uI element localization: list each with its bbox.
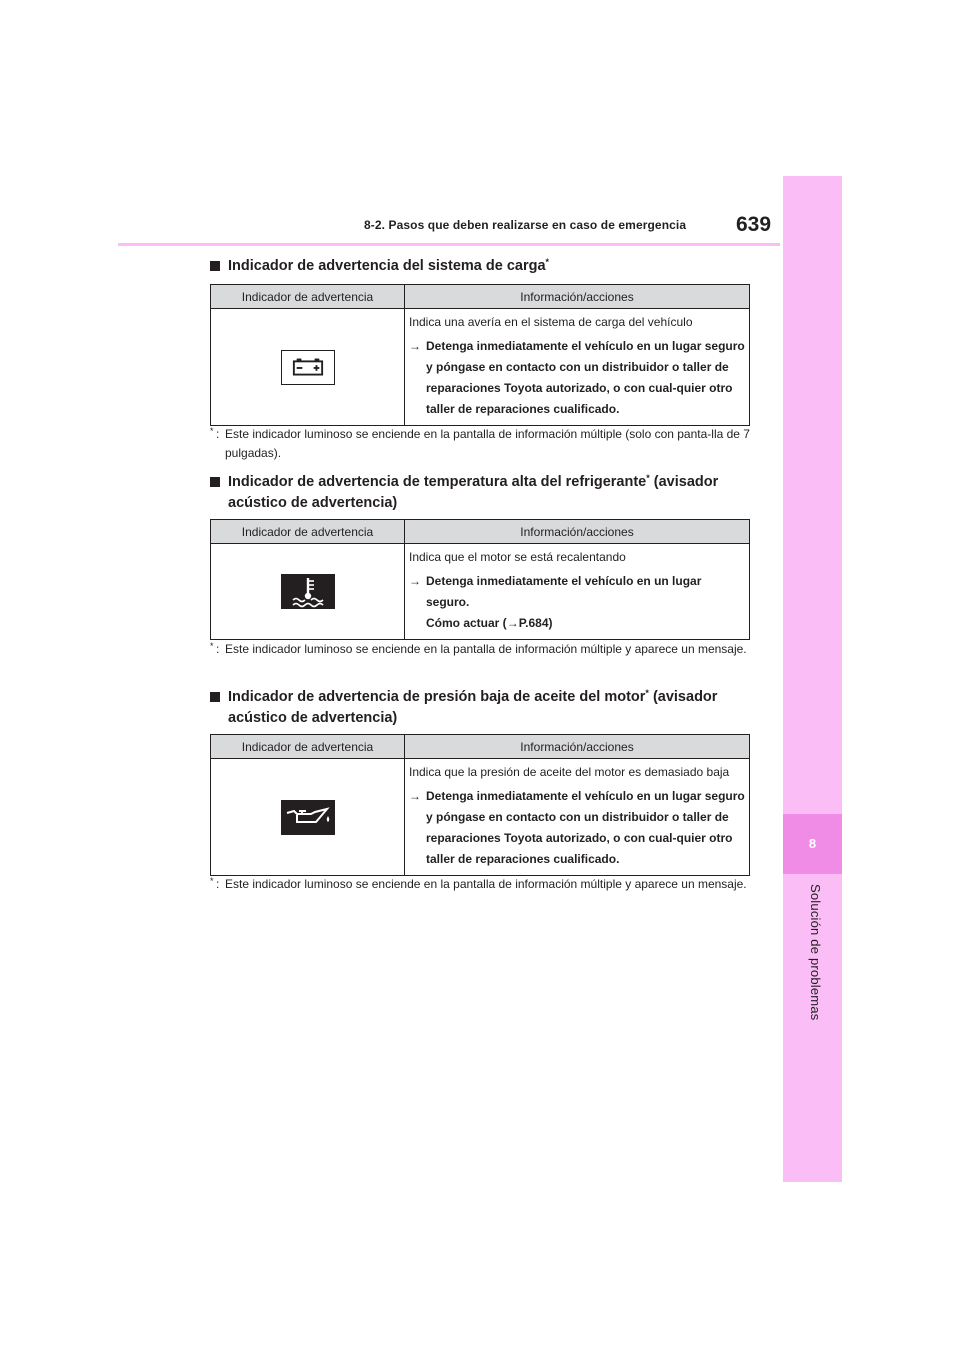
page-reference-link[interactable]: P.684) [518, 616, 553, 630]
section-bullet-square [210, 692, 220, 702]
footnote-star: * [210, 876, 214, 886]
footnote-oil-pressure: * : Este indicador luminoso se enciende en la pantalla de información múltiple y aparece un mensaje. [210, 875, 750, 894]
header-info: Información/acciones [405, 520, 750, 544]
warning-table-oil-pressure [210, 734, 750, 876]
header-info: Información/acciones [405, 285, 750, 309]
table-header-row [211, 520, 750, 544]
arrow-icon: → [409, 574, 421, 588]
heading-text: Indicador de advertencia de presión baja de aceite del motor [228, 689, 646, 705]
indicator-cell [211, 759, 405, 876]
running-header: 8-2. Pasos que deben realizarse en caso de emergencia [364, 218, 687, 232]
action-text: Detenga inmediatamente el vehículo en un lugar seguro y póngase en contacto con un distribuidor o taller de reparaciones Toyota autorizado, o con cual-quier otro taller de reparaciones cualificado. [426, 789, 745, 866]
section-heading-charging [210, 256, 770, 277]
info-cell [405, 309, 750, 426]
section-bullet-square [210, 477, 220, 487]
info-cell [405, 759, 750, 876]
info-action [409, 786, 746, 870]
section-bullet-square [210, 261, 220, 271]
coolant-temperature-icon [281, 574, 335, 609]
info-description: Indica que el motor se está recalentando [409, 550, 626, 564]
footnote-text: Este indicador luminoso se enciende en la pantalla de información múltiple y aparece un mensaje. [225, 642, 747, 656]
footnote-mark: * [645, 688, 649, 698]
warning-table-coolant [210, 519, 750, 640]
action-text: Detenga inmediatamente el vehículo en un lugar seguro y póngase en contacto con un distribuidor o taller de reparaciones Toyota autorizado, o con cual-quier otro taller de reparaciones cualificado. [426, 339, 745, 416]
header-indicator: Indicador de advertencia [211, 285, 405, 309]
footnote-charging: * : Este indicador luminoso se enciende en la pantalla de información múltiple (solo con panta-lla de 7 pulgadas). [210, 425, 750, 463]
header-indicator: Indicador de advertencia [211, 520, 405, 544]
table-row [211, 759, 750, 876]
section-heading-oil-pressure [210, 687, 770, 729]
table-header-row [211, 285, 750, 309]
table-row [211, 309, 750, 426]
table-row [211, 544, 750, 640]
header-indicator: Indicador de advertencia [211, 735, 405, 759]
arrow-icon: → [409, 339, 421, 353]
action-how-to-prefix: Cómo actuar ( [426, 616, 507, 630]
chapter-number-tab[interactable]: 8 [783, 814, 842, 874]
arrow-icon: → [409, 789, 421, 803]
battery-icon [281, 350, 335, 385]
info-action [409, 571, 746, 634]
footnote-mark: * [646, 473, 650, 483]
info-action [409, 336, 746, 420]
chapter-title-vertical: Solución de problemas [808, 884, 823, 1021]
heading-text: Indicador de advertencia de temperatura alta del refrigerante [228, 474, 647, 490]
page-number: 639 [736, 213, 772, 236]
header-info: Información/acciones [405, 735, 750, 759]
footnote-text: Este indicador luminoso se enciende en la pantalla de información múltiple y aparece un mensaje. [225, 877, 747, 891]
footnote-star: * [210, 426, 214, 436]
action-text: Detenga inmediatamente el vehículo en un lugar seguro. [426, 574, 702, 609]
table-header-row [211, 735, 750, 759]
footnote-star: * [210, 641, 214, 651]
info-description: Indica que la presión de aceite del motor es demasiado baja [409, 765, 730, 779]
warning-table-charging [210, 284, 750, 426]
oil-can-icon [281, 800, 335, 835]
heading-suffix: (avisador acústico de advertencia) [228, 474, 719, 511]
indicator-cell [211, 309, 405, 426]
arrow-icon: → [506, 616, 519, 630]
heading-text: Indicador de advertencia del sistema de carga [228, 258, 546, 274]
header-rule [118, 243, 780, 246]
info-description: Indica una avería en el sistema de carga del vehículo [409, 315, 693, 329]
section-heading-coolant [210, 472, 770, 514]
heading-suffix: (avisador acústico de advertencia) [228, 689, 718, 726]
footnote-text: Este indicador luminoso se enciende en la pantalla de información múltiple (solo con panta-lla de 7 pulgadas). [225, 427, 750, 460]
footnote-coolant: * : Este indicador luminoso se enciende en la pantalla de información múltiple y aparece un mensaje. [210, 640, 750, 659]
indicator-cell [211, 544, 405, 640]
footnote-mark: * [545, 257, 550, 267]
info-cell [405, 544, 750, 640]
chapter-side-band [783, 176, 842, 1182]
